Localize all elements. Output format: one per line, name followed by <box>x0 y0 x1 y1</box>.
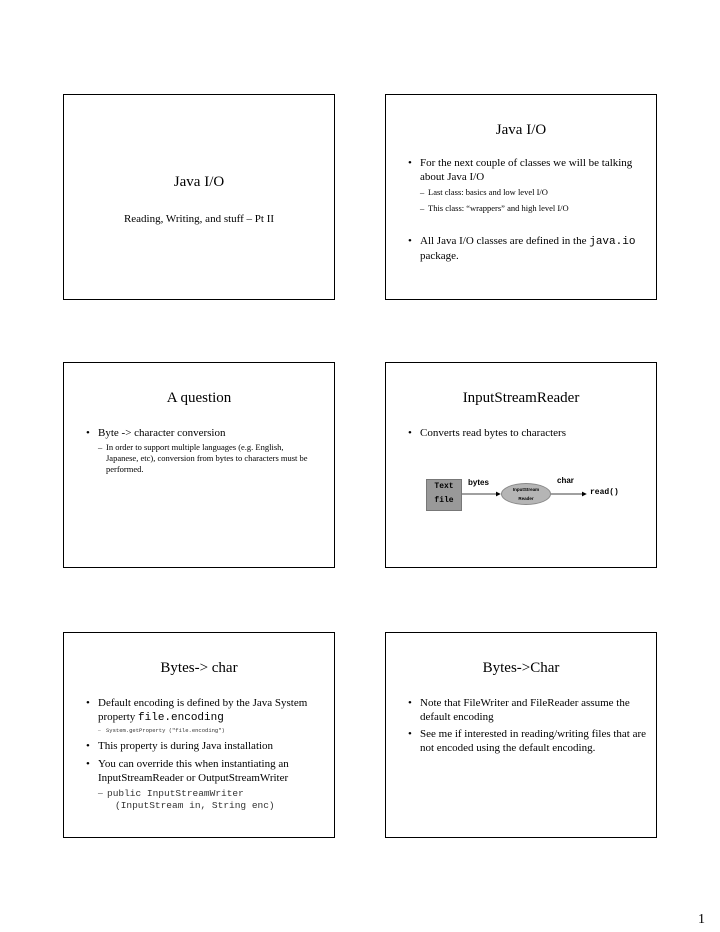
slide-4 <box>385 362 657 568</box>
bytes-label: bytes <box>468 478 489 487</box>
bullet: • This property is during Java installation <box>86 739 326 753</box>
bullet: • Byte -> character conversion <box>86 426 326 440</box>
bullet: • All Java I/O classes are defined in the java.io package. <box>408 234 648 263</box>
slide-title: Java I/O <box>495 122 547 138</box>
bullet-text: Byte -> character conversion <box>98 427 226 439</box>
sub-bullet: – In order to support multiple languages (e.g. English, Japanese, etc), conversion from bytes to characters must be performed. <box>98 442 313 475</box>
bullet-text: For the next couple of classes we will be talking about Java I/O <box>420 157 633 183</box>
bullet-text: See me if interested in reading/writing files that are not encoded using the default encoding. <box>420 728 647 754</box>
bullet-text: This property is during Java installation <box>98 740 274 752</box>
slide-title: InputStreamReader <box>462 390 580 406</box>
slide-2 <box>385 94 657 300</box>
stream-diagram <box>426 473 626 518</box>
bullet-text: You can override this when instantiating an InputStreamReader or OutputStreamWriter <box>98 758 289 784</box>
text-file-box: Text file <box>426 479 462 511</box>
slide-1 <box>63 94 335 300</box>
sub-bullet: – This class: “wrappers” and high level I/O <box>420 203 648 214</box>
slide-title: A question <box>166 390 232 406</box>
char-label: char <box>557 476 574 485</box>
bullet-text: Default encoding is defined by the Java System property file.encoding <box>98 697 308 724</box>
sub-bullet-text: In order to support multiple languages (e.g. English, Japanese, etc), conversion from bytes to characters must be performed. <box>106 442 308 474</box>
sub-bullet-text: This class: “wrappers” and high level I/O <box>428 203 569 213</box>
bullet-text: All Java I/O classes are defined in the java.io package. <box>420 235 636 262</box>
sub-bullet: – System.getProperty ("file.encoding") <box>98 727 326 735</box>
sub-bullet-code: (InputStream in, String enc) <box>115 800 275 811</box>
bullet <box>408 156 648 184</box>
sub-bullet-code: public InputStreamWriter <box>107 788 244 799</box>
bullet: • See me if interested in reading/writing files that are not encoded using the default encoding. <box>408 728 647 754</box>
bullet: • You can override this when instantiating an InputStreamReader or OutputStreamWriter <box>86 757 326 785</box>
bullet: • Converts read bytes to characters <box>408 426 648 440</box>
sub-bullet-text: Last class: basics and low level I/O <box>428 187 548 197</box>
bullet-text: Note that FileWriter and FileReader assume the default encoding <box>420 697 630 723</box>
bullet-text: Converts read bytes to characters <box>420 427 566 439</box>
sub-bullet-code: System.getProperty ("file.encoding") <box>106 727 225 734</box>
slide-6 <box>385 632 657 838</box>
bullet-dot: • <box>408 157 412 169</box>
slide-subtitle: Reading, Writing, and stuff – Pt II <box>123 213 275 225</box>
code-inline: java.io <box>589 236 636 248</box>
bullet: • Note that FileWriter and FileReader assume the default encoding <box>408 696 648 724</box>
sub-bullet: – Last class: basics and low level I/O <box>420 187 648 198</box>
page-number: 1 <box>698 912 705 927</box>
code-inline: file.encoding <box>138 712 224 724</box>
bullet: • Default encoding is defined by the Java System property file.encoding <box>86 696 326 725</box>
sub-bullet: – public InputStreamWriter (InputStream in, String enc) <box>98 788 326 812</box>
read-label: read() <box>590 488 619 497</box>
slide-title: Java I/O <box>173 174 225 190</box>
inputstreamreader-node: InputStream Reader <box>501 483 551 505</box>
slide-5 <box>63 632 335 838</box>
slide-title: Bytes->Char <box>482 660 560 676</box>
slide-title: Bytes-> char <box>160 660 238 676</box>
slide-3 <box>63 362 335 568</box>
